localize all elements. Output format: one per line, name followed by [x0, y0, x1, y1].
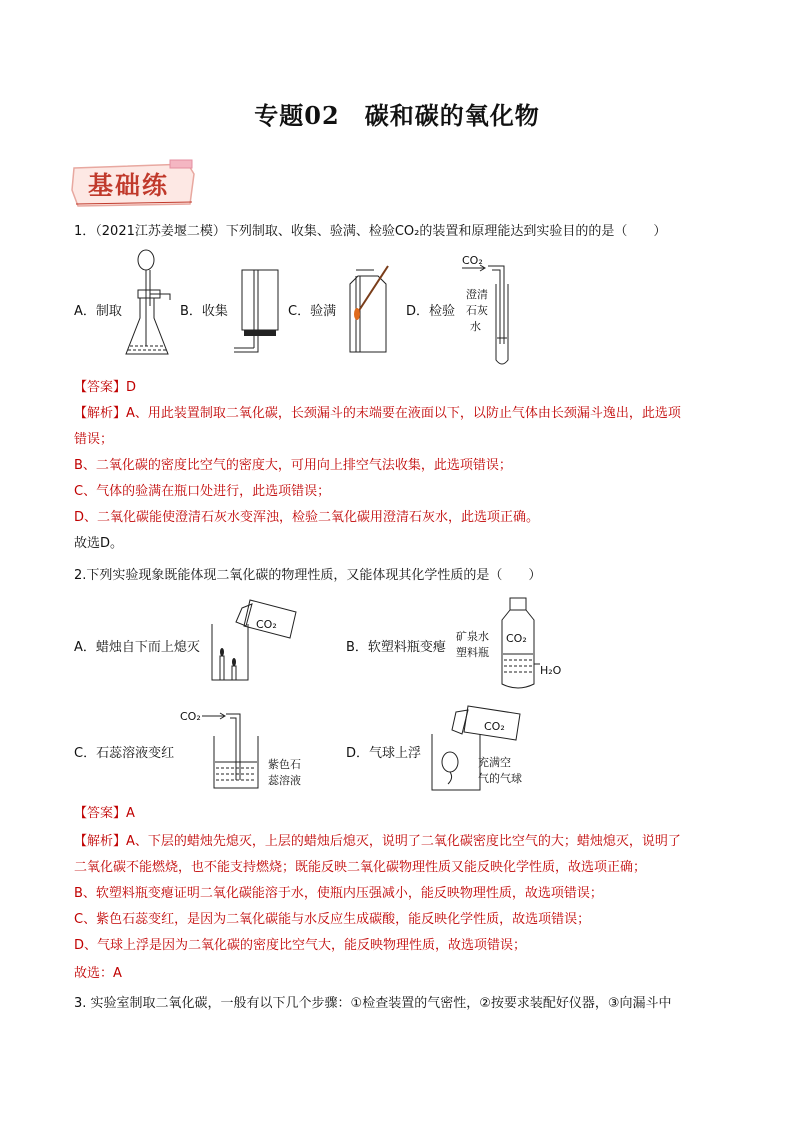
q2b-co2-label: CO₂ [506, 632, 527, 645]
gas-bottle-icon [232, 268, 292, 356]
q2-answer-tag: 【答案】 [74, 806, 127, 821]
q1-analysis-line-5: D、二氧化碳能使澄清石灰水变浑浊，检验二氧化碳用澄清石灰水，此选项正确。 [74, 510, 540, 525]
q2-answer [74, 804, 135, 824]
q1-option-b-label: B．收集 [180, 304, 228, 319]
q1-answer [74, 378, 136, 398]
q2-option-b-label: B．软塑料瓶变瘪 [346, 640, 446, 655]
q1-option-d-label: D．检验 [406, 304, 456, 319]
section-badge [70, 160, 200, 208]
q1-analysis-text-1: A、用此装置制取二氧化碳，长颈漏斗的末端要在液面以下，以防止气体由长颈漏斗逸出，此选项 [126, 406, 681, 421]
limewater-label-1: 澄清 [466, 288, 488, 301]
q2c-co2-label: CO₂ [180, 710, 201, 723]
q1-option-c-label: C．验满 [288, 304, 337, 319]
candles-beaker-icon [206, 598, 300, 684]
q1-analysis-line-4: C、气体的验满在瓶口处进行，此选项错误； [74, 484, 331, 499]
q1-analysis-line-2: 错误； [74, 432, 114, 447]
q2-option-c-label: C．石蕊溶液变红 [74, 746, 175, 761]
badge-label: 基础练 [88, 171, 170, 200]
q2d-co2-label: CO₂ [484, 720, 505, 733]
limewater-label-2: 石灰 [466, 304, 488, 317]
q2-analysis-line-2: 二氧化碳不能燃烧，也不能支持燃烧；既能反映二氧化碳物理性质又能反映化学性质，故选项正确； [74, 860, 647, 875]
q1-analysis-line-3: B、二氧化碳的密度比空气的密度大，可用向上排空气法收集，此选项错误； [74, 458, 512, 473]
q3-stem: 3. 实验室制取二氧化碳，一般有以下几个步骤：①检查装置的气密性，②按要求装配好仪器，③向漏斗中 [74, 996, 672, 1011]
q1-diagrams [74, 246, 534, 371]
q1-analysis-line-1 [74, 404, 681, 424]
q2-option-a-label: A．蜡烛自下而上熄灭 [74, 640, 200, 655]
q1-answer-tag: 【答案】 [74, 380, 127, 395]
bottle-label-1: 矿泉水 [456, 630, 489, 643]
q1-analysis-line-6: 故选D。 [74, 536, 124, 551]
flask-apparatus-icon [122, 246, 184, 366]
q2-analysis-line-6: 故选：A [74, 966, 122, 981]
q1-co2-label: CO₂ [462, 254, 483, 267]
q1-stem: 1．（2021江苏姜堰二模）下列制取、收集、验满、检验CO₂的装置和原理能达到实验目的的是（ ） [74, 224, 667, 239]
q2-analysis-text-1: A、下层的蜡烛先熄灭，上层的蜡烛后熄灭，说明了二氧化碳密度比空气的大；蜡烛熄灭，说明了 [126, 834, 681, 849]
page-title: 专题02 碳和碳的氧化物 [254, 101, 540, 130]
balloon-label-1: 充满空 [478, 756, 511, 769]
litmus-beaker-icon [200, 708, 264, 790]
balloon-label-2: 气的气球 [478, 772, 522, 785]
q2-analysis-line-1 [74, 832, 681, 852]
q2-option-d-label: D．气球上浮 [346, 746, 422, 761]
litmus-label-2: 蕊溶液 [268, 774, 301, 787]
h2o-label: H₂O [540, 664, 562, 677]
q2-stem: 2.下列实验现象既能体现二氧化碳的物理性质，又能体现其化学性质的是（ ） [74, 568, 542, 583]
q1-answer-value: D [126, 380, 137, 395]
q2-answer-value: A [126, 806, 135, 821]
limewater-label-3: 水 [470, 320, 481, 333]
q2-analysis-line-3: B、软塑料瓶变瘪证明二氧化碳能溶于水，使瓶内压强减小，能反映物理性质，故选项错误； [74, 886, 603, 901]
q2-analysis-tag: 【解析】 [74, 834, 127, 849]
q1-option-a-label: A．制取 [74, 304, 122, 319]
q2-analysis-line-5: D、气球上浮是因为二氧化碳的密度比空气大，能反映物理性质，故选项错误； [74, 938, 527, 953]
q2-analysis-line-4: C、紫色石蕊变红，是因为二氧化碳能与水反应生成碳酸，能反映化学性质，故选项错误； [74, 912, 591, 927]
bottle-with-match-icon [344, 264, 396, 356]
q1-analysis-tag: 【解析】 [74, 406, 127, 421]
litmus-label-1: 紫色石 [268, 758, 301, 771]
q2a-co2-label: CO₂ [256, 618, 277, 631]
bottle-label-2: 塑料瓶 [456, 646, 489, 659]
